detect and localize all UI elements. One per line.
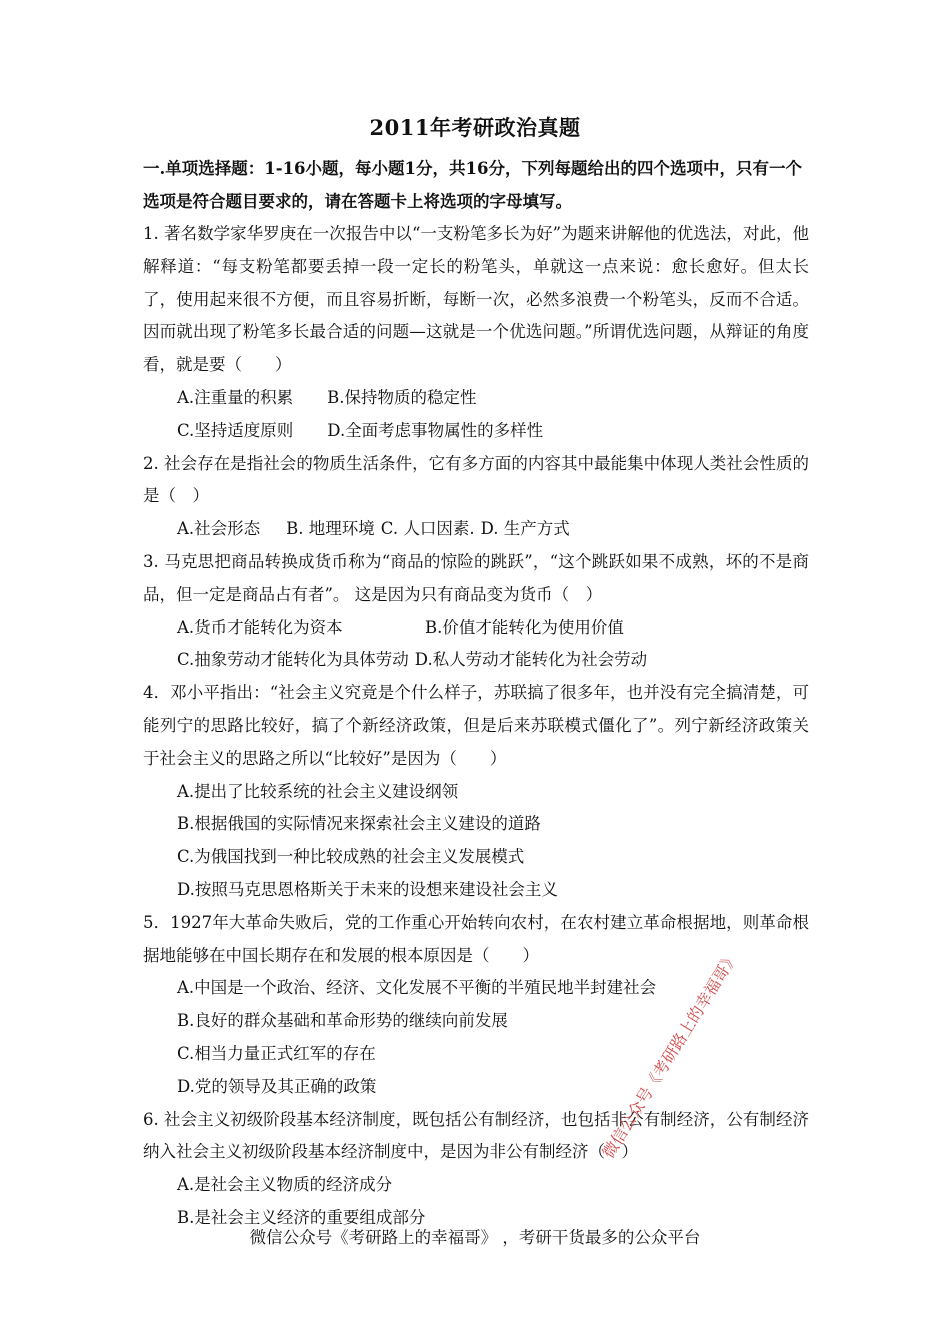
option-c: C.抽象劳动才能转化为具体劳动 xyxy=(177,650,409,670)
question-stem: 5．1927年大革命失败后，党的工作重心开始转向农村，在农村建立革命根据地，则革命根据地能够在中国长期存在和发展的根本原因是（ ） xyxy=(143,912,809,965)
option-a: A.是社会主义物质的经济成分 xyxy=(177,1175,393,1195)
option-a: A.社会形态 xyxy=(177,519,261,539)
options-row xyxy=(143,612,809,645)
option-c: C. 人口因素. xyxy=(380,519,475,539)
option-b: B.良好的群众基础和革命形势的继续向前发展 xyxy=(177,1011,508,1031)
question-2 xyxy=(143,448,809,546)
option-a: A.中国是一个政治、经济、文化发展不平衡的半殖民地半封建社会 xyxy=(177,978,657,998)
questions-list xyxy=(143,218,809,1235)
option-d: D.按照马克思恩格斯关于未来的设想来建设社会主义 xyxy=(177,879,558,899)
option-d: D.全面考虑事物属性的多样性 xyxy=(327,420,544,440)
options-row xyxy=(143,644,809,677)
question-6 xyxy=(143,1104,809,1235)
option-b: B.是社会主义经济的重要组成部分 xyxy=(177,1207,426,1227)
question-stem: 4．邓小平指出：“社会主义究竟是个什么样子，苏联搞了很多年，也并没有完全搞清楚，可能列宁的思路比较好，搞了个新经济政策，但是后来苏联模式僵化了”。列宁新经济政策关于社会主义的思路之所以“比较好”是因为（ ） xyxy=(143,683,809,768)
question-stem: 2. 社会存在是指社会的物质生活条件，它有多方面的内容其中最能集中体现人类社会性质的是（ ） xyxy=(143,453,809,506)
question-1 xyxy=(143,218,809,448)
options-row xyxy=(143,382,809,415)
page-title: 2011年考研政治真题 xyxy=(369,115,581,140)
option-b: B.价值才能转化为使用价值 xyxy=(425,617,624,637)
option-c: C.相当力量正式红军的存在 xyxy=(177,1043,376,1063)
option-c: C.坚持适度原则 xyxy=(177,420,294,440)
option-d: D.党的领导及其正确的政策 xyxy=(177,1076,377,1096)
option-d: D.私人劳动才能转化为社会劳动 xyxy=(414,650,648,670)
option-b: B. 地理环境 xyxy=(286,519,375,539)
option-a: A.提出了比较系统的社会主义建设纲领 xyxy=(177,781,459,801)
question-4 xyxy=(143,677,809,907)
section-instructions: 一.单项选择题：1-16小题，每小题1分，共16分，下列每题给出的四个选项中，只有一个选项是符合题目要求的，请在答题卡上将选项的字母填写。 xyxy=(143,159,802,211)
question-stem: 6. 社会主义初级阶段基本经济制度，既包括公有制经济，也包括非公有制经济，公有制经济纳入社会主义初级阶段基本经济制度中，是因为非公有制经济（ ） xyxy=(143,1109,809,1162)
option-a: A.货币才能转化为资本 xyxy=(177,617,343,637)
question-stem: 3. 马克思把商品转换成货币称为“商品的惊险的跳跃”，“这个跳跃如果不成熟，坏的不是商品，但一定是商品占有者”。 这是因为只有商品变为货币（ ） xyxy=(143,551,809,604)
page-footer: 微信公众号《考研路上的幸福哥》 ，考研干货最多的公众平台 xyxy=(249,1228,701,1247)
option-b: B.根据俄国的实际情况来探索社会主义建设的道路 xyxy=(177,814,541,834)
options-row xyxy=(143,415,809,448)
question-3 xyxy=(143,546,809,677)
option-d: D. 生产方式 xyxy=(480,519,570,539)
question-stem: 1. 著名数学家华罗庚在一次报告中以“一支粉笔多长为好”为题来讲解他的优选法，对此，他解释道：“每支粉笔都要丢掉一段一定长的粉笔头，单就这一点来说：愈长愈好。但太长了，使用起来很不方便，而且容易折断，每断一次，必然多浪费一个粉笔头，反而不合适。因而就出现了粉笔多长最合适的问题—这就是一个优选问题。”所谓优选问题，从辩证的角度看，就是要（ ） xyxy=(143,224,809,375)
option-c: C.为俄国找到一种比较成熟的社会主义发展模式 xyxy=(177,847,525,867)
option-b: B.保持物质的稳定性 xyxy=(327,387,477,407)
watermark-stamp: 微信公众号《考研路上的幸福哥》 xyxy=(598,948,742,1162)
options-row xyxy=(143,513,809,546)
option-a: A.注重量的积累 xyxy=(177,387,294,407)
